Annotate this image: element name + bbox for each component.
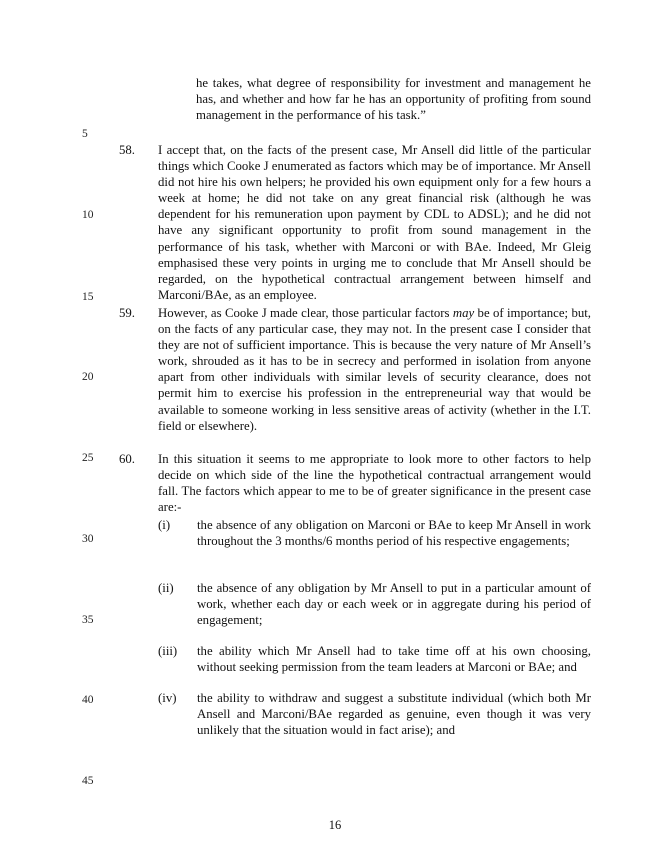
- paragraph-59-emphasis: may: [452, 306, 475, 320]
- line-number: 25: [82, 452, 94, 464]
- paragraph-60: In this situation it seems to me appropriate to look more to other factors to help decide on which side of the line the hypothetical contractual arrangement would fall. The factors which appear to me to be of greater significance in the present case are:-: [158, 452, 591, 515]
- quote-continuation: he takes, what degree of responsibility for investment and management he has, and whether and how far he has an opportunity of profiting from sound management in the performance of his task.”: [196, 76, 591, 123]
- line-number: 10: [82, 209, 94, 221]
- line-number: 45: [82, 775, 94, 787]
- paragraph-58: I accept that, on the facts of the present case, Mr Ansell did little of the particular things which Cooke J enumerated as factors which may be of importance. Mr Ansell did not hire his own helpers; he provided his own equipment only for a few hours a week at home; he did not take on any great financial risk (although he was dependent for his remuneration upon payment by CDL to ADSL); and he did not have any significant opportunity to profit from sound management in the performance of his task, whether with Marconi or with BAe. Indeed, Mr Gleig emphasised these very points in urging me to conclude that Mr Ansell should be regarded, on the hypothetical contractual arrangement between himself and Marconi/BAe, as an employee.: [158, 143, 591, 302]
- paragraph-59-text-after: be of importance; but, on the facts of any particular case, they may not. In the present case I consider that they are not of sufficient importance. This is because the very nature of Mr Ansell’s work, shrouded as it has to be in secrecy and performed in isolation from anyone apart from other individuals with similar levels of security clearance, does not permit him to exercise his profession in the entrepreneurial way that would be available to someone working in less sensitive areas of activity (whether in the I.T. field or elsewhere).: [158, 306, 591, 433]
- paragraph-number: 59.: [119, 306, 135, 320]
- line-number: 15: [82, 291, 94, 303]
- line-number: 35: [82, 614, 94, 626]
- list-item-number: (ii): [158, 581, 174, 595]
- list-item-number: (i): [158, 518, 171, 532]
- paragraph-number: 58.: [119, 143, 135, 157]
- list-item-number: (iii): [158, 644, 178, 658]
- line-number: 40: [82, 694, 94, 706]
- list-item-number: (iv): [158, 691, 177, 705]
- paragraph-59-text-before: However, as Cooke J made clear, those particular factors: [158, 306, 453, 320]
- list-item: the absence of any obligation on Marconi or BAe to keep Mr Ansell in work throughout the 3 months/6 months period of his respective engagements;: [197, 518, 591, 549]
- line-number: 30: [82, 533, 94, 545]
- paragraph-59: [158, 305, 591, 434]
- list-item: the ability which Mr Ansell had to take time off at his own choosing, without seeking permission from the team leaders at Marconi or BAe; and: [197, 644, 591, 675]
- line-number: 5: [82, 128, 88, 140]
- paragraph-number: 60.: [119, 452, 135, 466]
- list-item: the absence of any obligation by Mr Ansell to put in a particular amount of work, whether each day or each week or in aggregate during his period of engagement;: [197, 581, 591, 628]
- page-number: 16: [328, 818, 342, 832]
- line-number: 20: [82, 371, 94, 383]
- list-item: the ability to withdraw and suggest a substitute individual (which both Mr Ansell and Marconi/BAe regarded as genuine, even though it was very unlikely that the situation would in fact arise); and: [197, 691, 591, 738]
